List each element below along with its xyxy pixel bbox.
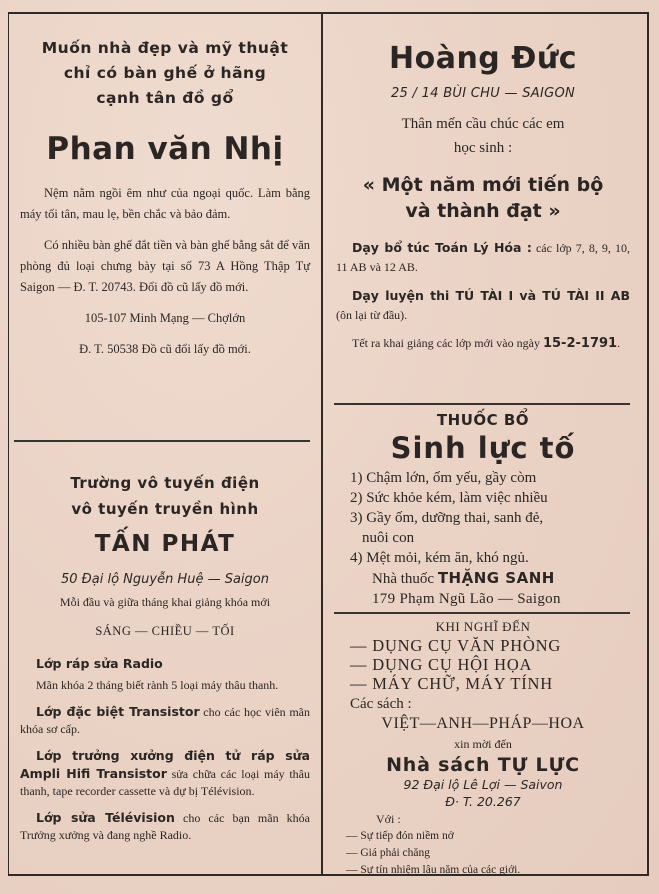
ad-headline	[20, 36, 310, 111]
course-item	[20, 809, 310, 844]
brand-name: Sinh lực tố	[390, 431, 576, 465]
branch-address: 105-107 Minh Mạng — Chợlớn	[84, 311, 246, 325]
perk-item: — Sự tiếp đón niềm nở	[346, 830, 454, 842]
address: 92 Đại lộ Lê Lợi — Saivon	[403, 777, 563, 792]
product-item: — MÁY CHỮ, MÁY TÍNH	[350, 674, 553, 693]
opening-date: 15-2-1791	[542, 336, 618, 351]
ad-sinh-luc-to	[336, 410, 630, 609]
pharmacy	[336, 568, 630, 589]
pharmacy-label: Nhà thuốc	[372, 571, 438, 587]
headline-line: Trường vô tuyến điện	[70, 474, 260, 492]
course-list	[20, 655, 310, 844]
course-item	[20, 747, 310, 800]
with-label: Với :	[376, 812, 401, 826]
course-title: Lớp sửa Télévision	[36, 810, 175, 825]
left-section-divider	[14, 440, 310, 442]
headline-line: chỉ có bàn ghế ở hãng	[63, 64, 267, 82]
book-languages: VIỆT—ANH—PHÁP—HOA	[381, 715, 585, 732]
opening-note	[336, 334, 630, 353]
course-title: Lớp đặc biệt Transistor	[36, 704, 200, 719]
course-item	[20, 677, 310, 694]
perk-item: — Sự tín nhiệm lâu năm của các giới.	[346, 864, 521, 876]
class-item	[336, 238, 630, 277]
course-desc: sửa chữa các loại máy thâu thanh, tape recorder cassette và dự bị Télévision.	[20, 767, 310, 798]
indication-item: 1) Chậm lớn, ốm yếu, gầy còm	[350, 470, 537, 486]
headline-line: cạnh tân đồ gổ	[96, 89, 234, 107]
greeting-line: Thân mến cầu chúc các em	[401, 116, 565, 132]
books-label: Các sách :	[350, 696, 412, 712]
ad-hoang-duc	[336, 40, 630, 362]
column-divider	[321, 12, 323, 874]
kicker: THUỐC BỔ	[436, 411, 530, 429]
branch-phone: Đ. T. 50538 Đồ cũ đổi lấy đồ mới.	[79, 342, 251, 356]
brand-name: Hoàng Đức	[388, 41, 577, 76]
class-title: Dạy luyện thi TÚ TÀI I và TÚ TÀI II AB	[352, 288, 630, 303]
product-item: — DỤNG CỤ VĂN PHÒNG	[350, 636, 562, 655]
address: 50 Đại lộ Nguyễn Huệ — Saigon	[61, 572, 269, 587]
class-desc: (ôn lại từ đầu).	[336, 308, 408, 322]
ad-phan-van-nhi	[20, 36, 310, 360]
pharmacy-address: 179 Phạm Ngũ Lão — Saigon	[372, 591, 561, 607]
product-item: — DỤNG CỤ HỘI HỌA	[350, 655, 533, 674]
headline-line: vô tuyến truyền hình	[71, 500, 259, 518]
course-desc: cho các bạn mãn khóa Trưởng xưởng và đang nghề Radio.	[20, 811, 310, 842]
indication-item: 4) Mệt mỏi, kém ăn, khó ngủ.	[350, 550, 529, 566]
kicker: KHI NGHĨ ĐẾN	[435, 619, 531, 634]
course-item	[20, 655, 310, 673]
pharmacy-name: THẶNG SANH	[437, 569, 555, 587]
brand-name: TẤN PHÁT	[94, 531, 236, 557]
sessions: SÁNG — CHIỀU — TỐI	[95, 624, 235, 638]
right-lower-divider	[334, 612, 630, 614]
class-title: Dạy bổ túc Toán Lý Hóa :	[352, 240, 532, 255]
slogan-line: và thành đạt »	[405, 200, 561, 222]
schedule-note: Mỗi đầu và giữa tháng khai giảng khóa mới	[59, 595, 271, 609]
headline-line: Muốn nhà đẹp và mỹ thuật	[41, 39, 289, 57]
ad-tu-luc	[336, 618, 630, 879]
course-title: Lớp trưởng xưởng điện tử ráp sửa Ampli Hifi Transistor	[20, 748, 310, 781]
ad-tan-phat	[20, 470, 310, 853]
invite: xin mời đến	[454, 737, 512, 751]
indication-list	[336, 468, 630, 568]
class-desc: các lớp 7, 8, 9, 10, 11 AB và 12 AB.	[336, 241, 630, 274]
paragraph: Nệm nằm ngồi êm như của ngoại quốc. Làm bằng máy tối tân, mau lẹ, bền chắc và bảo đảm.	[20, 186, 310, 221]
class-list	[336, 238, 630, 353]
brand-name: Phan văn Nhị	[46, 131, 284, 167]
opening-text: Tết ra khai giảng các lớp mới vào ngày	[352, 336, 543, 350]
indication-item: 3) Gầy ốm, dưỡng thai, sanh đẻ,	[350, 510, 544, 526]
right-upper-divider	[334, 403, 630, 405]
perk-list	[336, 828, 630, 879]
phone: Đ· T. 20.267	[445, 794, 521, 809]
ad-body	[20, 183, 310, 360]
perk-item: — Giá phải chăng	[346, 847, 430, 859]
slogan-line: « Một năm mới tiến bộ	[362, 174, 604, 196]
address: 25 / 14 BÙI CHU — SAIGON	[390, 86, 576, 101]
opening-end: .	[617, 336, 621, 350]
slogan	[336, 172, 630, 224]
class-item	[336, 286, 630, 325]
ad-headline	[20, 470, 310, 522]
greeting-line: học sinh :	[453, 140, 513, 156]
indication-item: 2) Sức khỏe kém, làm việc nhiều	[350, 490, 548, 506]
brand-name: Nhà sách TỰ LỰC	[386, 754, 580, 776]
course-title: Lớp ráp sửa Radio	[36, 656, 163, 671]
indication-item-continued: nuôi con	[362, 530, 415, 546]
paragraph: Có nhiều bàn ghế đắt tiền và bàn ghế bằng sắt để văn phòng đủ loại chưng bày tại số 73 A Hồng Thập Tự Saigon — Đ. T. 20743. Đổi đồ cũ lấy đồ mới.	[20, 238, 310, 294]
product-list	[336, 636, 630, 693]
greeting	[336, 112, 630, 160]
course-desc: cho các học viên mãn khóa sơ cấp.	[20, 705, 310, 736]
course-desc: Mãn khóa 2 tháng biết rành 5 loại máy thâu thanh.	[36, 678, 279, 692]
course-item	[20, 703, 310, 738]
